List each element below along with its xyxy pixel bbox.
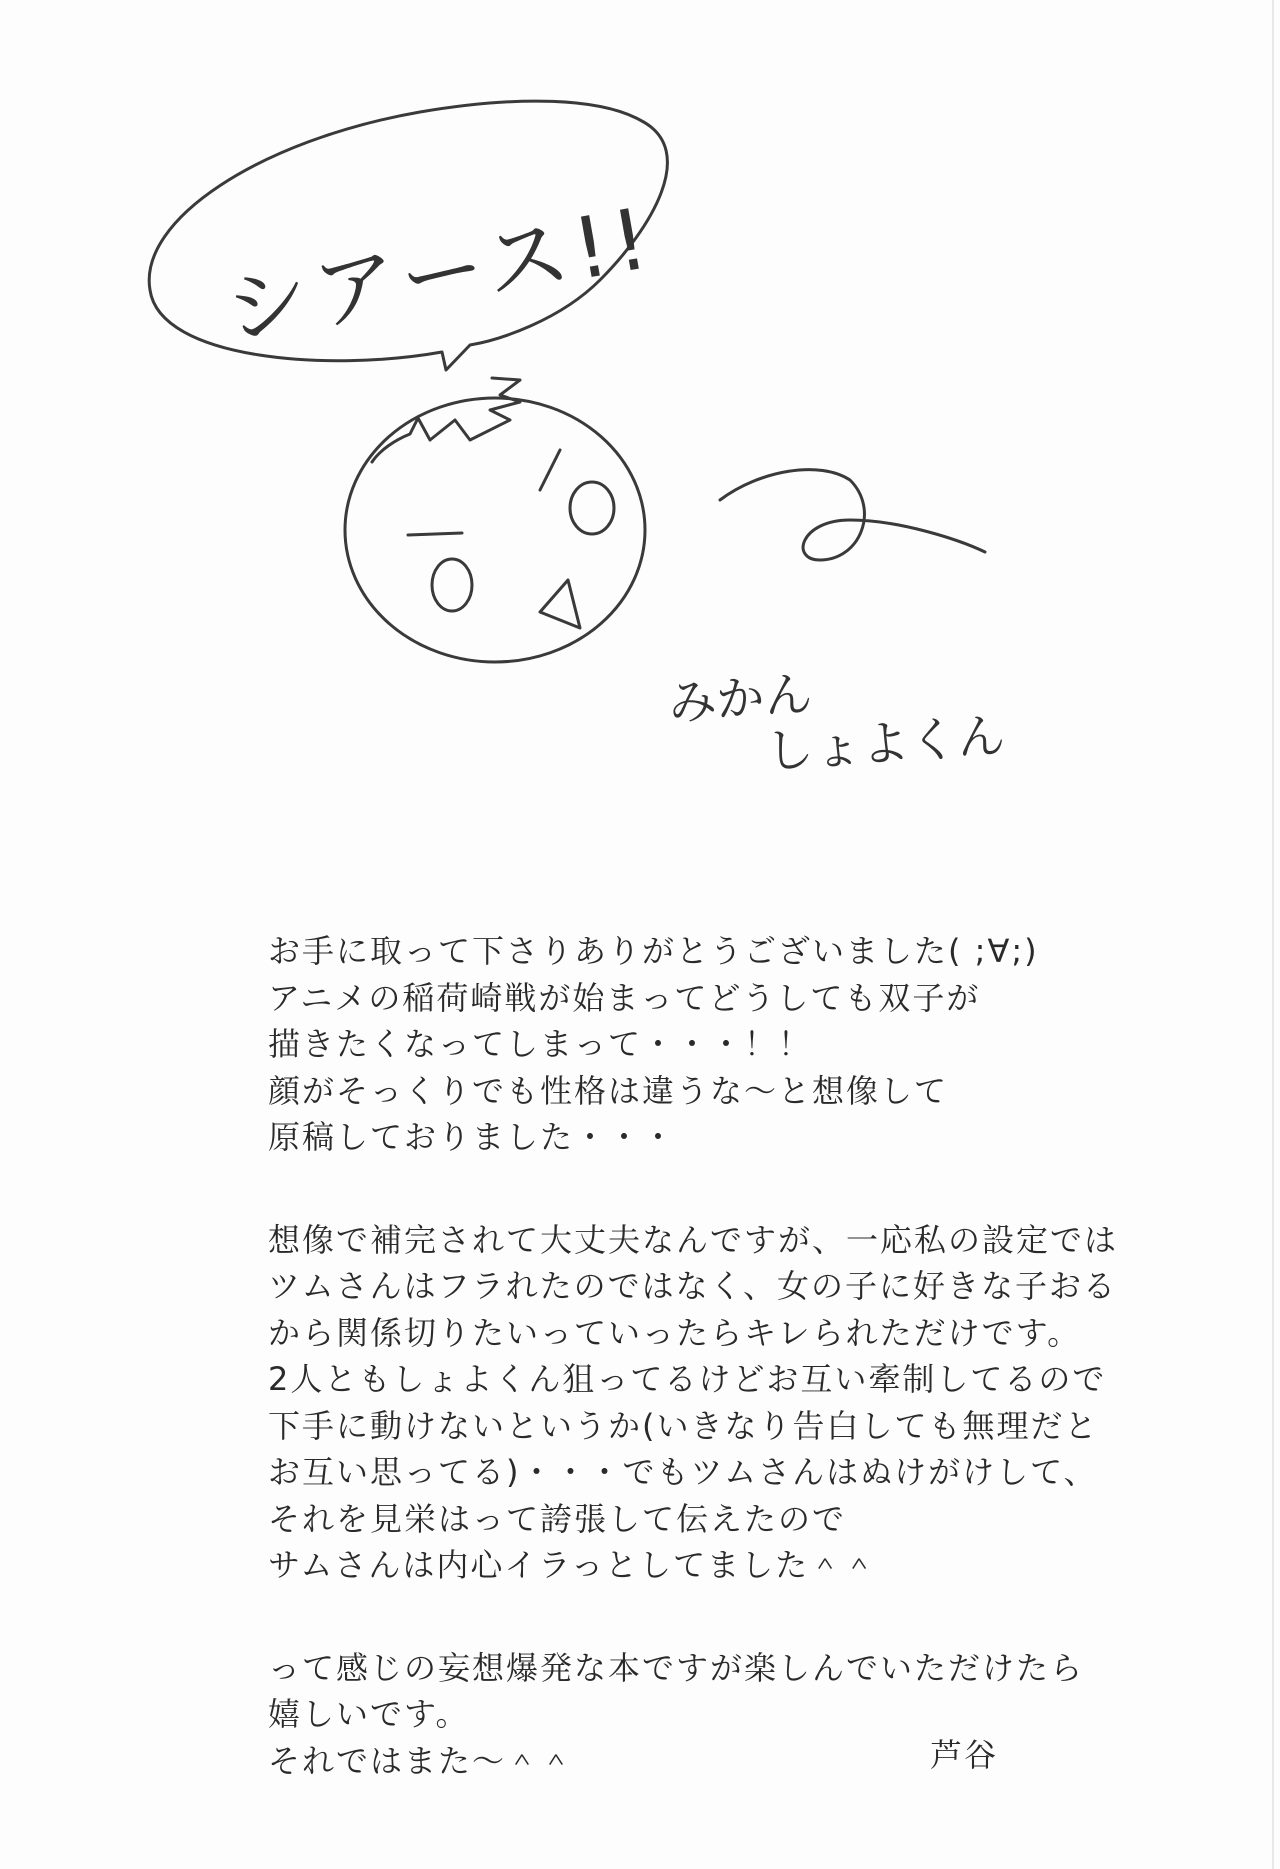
text-line: 2人ともしょよくん狙ってるけどお互い牽制してるので	[268, 1360, 1107, 1398]
swoosh-mark	[720, 470, 985, 560]
text-line: 下手に動けないというか(いきなり告白しても無理だと	[268, 1406, 1099, 1445]
text-line: って感じの妄想爆発な本ですが楽しんでいただけたら	[268, 1648, 1085, 1687]
mouth	[540, 580, 580, 628]
text-line: それではまた～＾＾	[268, 1741, 575, 1780]
text-line: 描きたくなってしまって・・・！！	[268, 1025, 813, 1063]
paragraph-2	[268, 1217, 1119, 1589]
speech-bubble-text: シアース!!	[217, 188, 661, 361]
text-line: 原稿しておりました・・・	[268, 1118, 677, 1156]
author-signature: 芦谷	[930, 1736, 999, 1774]
character-caption-line2: しょよくん	[763, 707, 1007, 781]
text-line: お手に取って下さりありがとうございました( ;∀;)	[268, 932, 1039, 970]
text-line: 想像で補完されて大丈夫なんですが、一応私の設定では	[268, 1220, 1119, 1259]
eye-right	[570, 482, 614, 534]
text-line: 顔がそっくりでも性格は違うな～と想像して	[268, 1071, 949, 1110]
text-line: サムさんは内心イラっとしてました＾＾	[268, 1546, 878, 1584]
face-outline	[345, 398, 645, 662]
doodle-illustration	[0, 0, 1280, 820]
text-line: それを見栄はって誇張して伝えたので	[268, 1499, 847, 1538]
hair-tuft	[372, 378, 520, 462]
text-line: から関係切りたいっていったらキレられただけです。	[268, 1313, 1082, 1352]
text-line: ツムさんはフラれたのではなく、女の子に好きな子おる	[268, 1267, 1118, 1305]
eye-line	[408, 533, 462, 535]
text-line: お互い思ってる)・・・でもツムさんはぬけがけして、	[268, 1453, 1098, 1491]
text-line: アニメの稲荷崎戦が始まってどうしても双子が	[268, 978, 981, 1017]
paragraph-1	[268, 928, 1068, 1161]
eye-right-line	[540, 450, 560, 490]
afterword-text	[268, 928, 1119, 1840]
character-caption-line1: みかん	[666, 666, 815, 732]
eye-left	[432, 559, 472, 611]
text-line: 嬉しいです。	[268, 1695, 470, 1733]
